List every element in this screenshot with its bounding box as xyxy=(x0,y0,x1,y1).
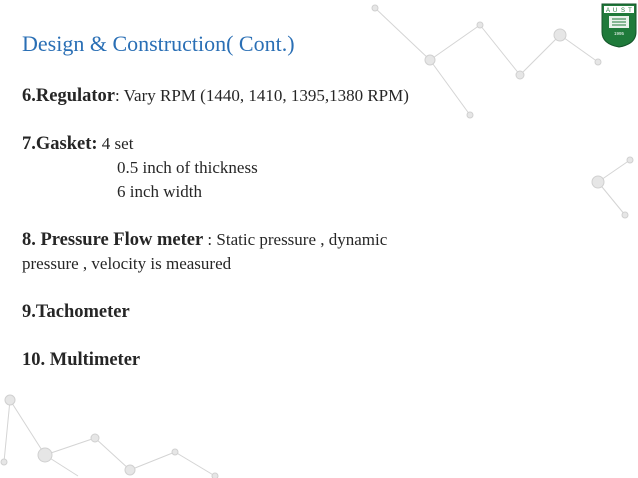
slide-title: Design & Construction( Cont.) xyxy=(22,31,295,56)
tachometer-heading: 9.Tachometer xyxy=(22,302,130,322)
spacer xyxy=(22,276,602,300)
regulator-heading: 6.Regulator xyxy=(22,86,115,106)
gasket-detail-width: 6 inch width xyxy=(117,182,202,201)
flowmeter-text: : Static pressure , dynamic xyxy=(203,230,388,249)
gasket-text: 4 set xyxy=(97,134,134,153)
content-body xyxy=(22,84,602,372)
regulator-text: : Vary RPM (1440, 1410, 1395,1380 RPM) xyxy=(115,86,409,105)
logo-letter-u: U xyxy=(612,8,618,14)
item-regulator xyxy=(22,84,602,108)
spacer xyxy=(22,108,602,132)
flowmeter-continuation: pressure , velocity is measured xyxy=(22,254,232,273)
spacer xyxy=(22,204,602,228)
logo-letter-a: A xyxy=(605,8,611,14)
logo-letter-t: T xyxy=(628,8,632,14)
item-tachometer xyxy=(22,300,602,324)
item-flowmeter xyxy=(22,228,602,252)
logo-letter-s: S xyxy=(620,8,626,14)
university-seal-icon xyxy=(600,2,638,48)
gasket-detail-thickness: 0.5 inch of thickness xyxy=(117,158,258,177)
multimeter-heading: 10. Multimeter xyxy=(22,350,141,370)
logo-year: 1995 xyxy=(613,31,625,36)
spacer xyxy=(22,324,602,348)
gasket-heading: 7.Gasket: xyxy=(22,134,98,154)
flowmeter-heading: 8. Pressure Flow meter xyxy=(22,230,204,250)
item-gasket xyxy=(22,132,602,156)
item-multimeter xyxy=(22,348,602,372)
